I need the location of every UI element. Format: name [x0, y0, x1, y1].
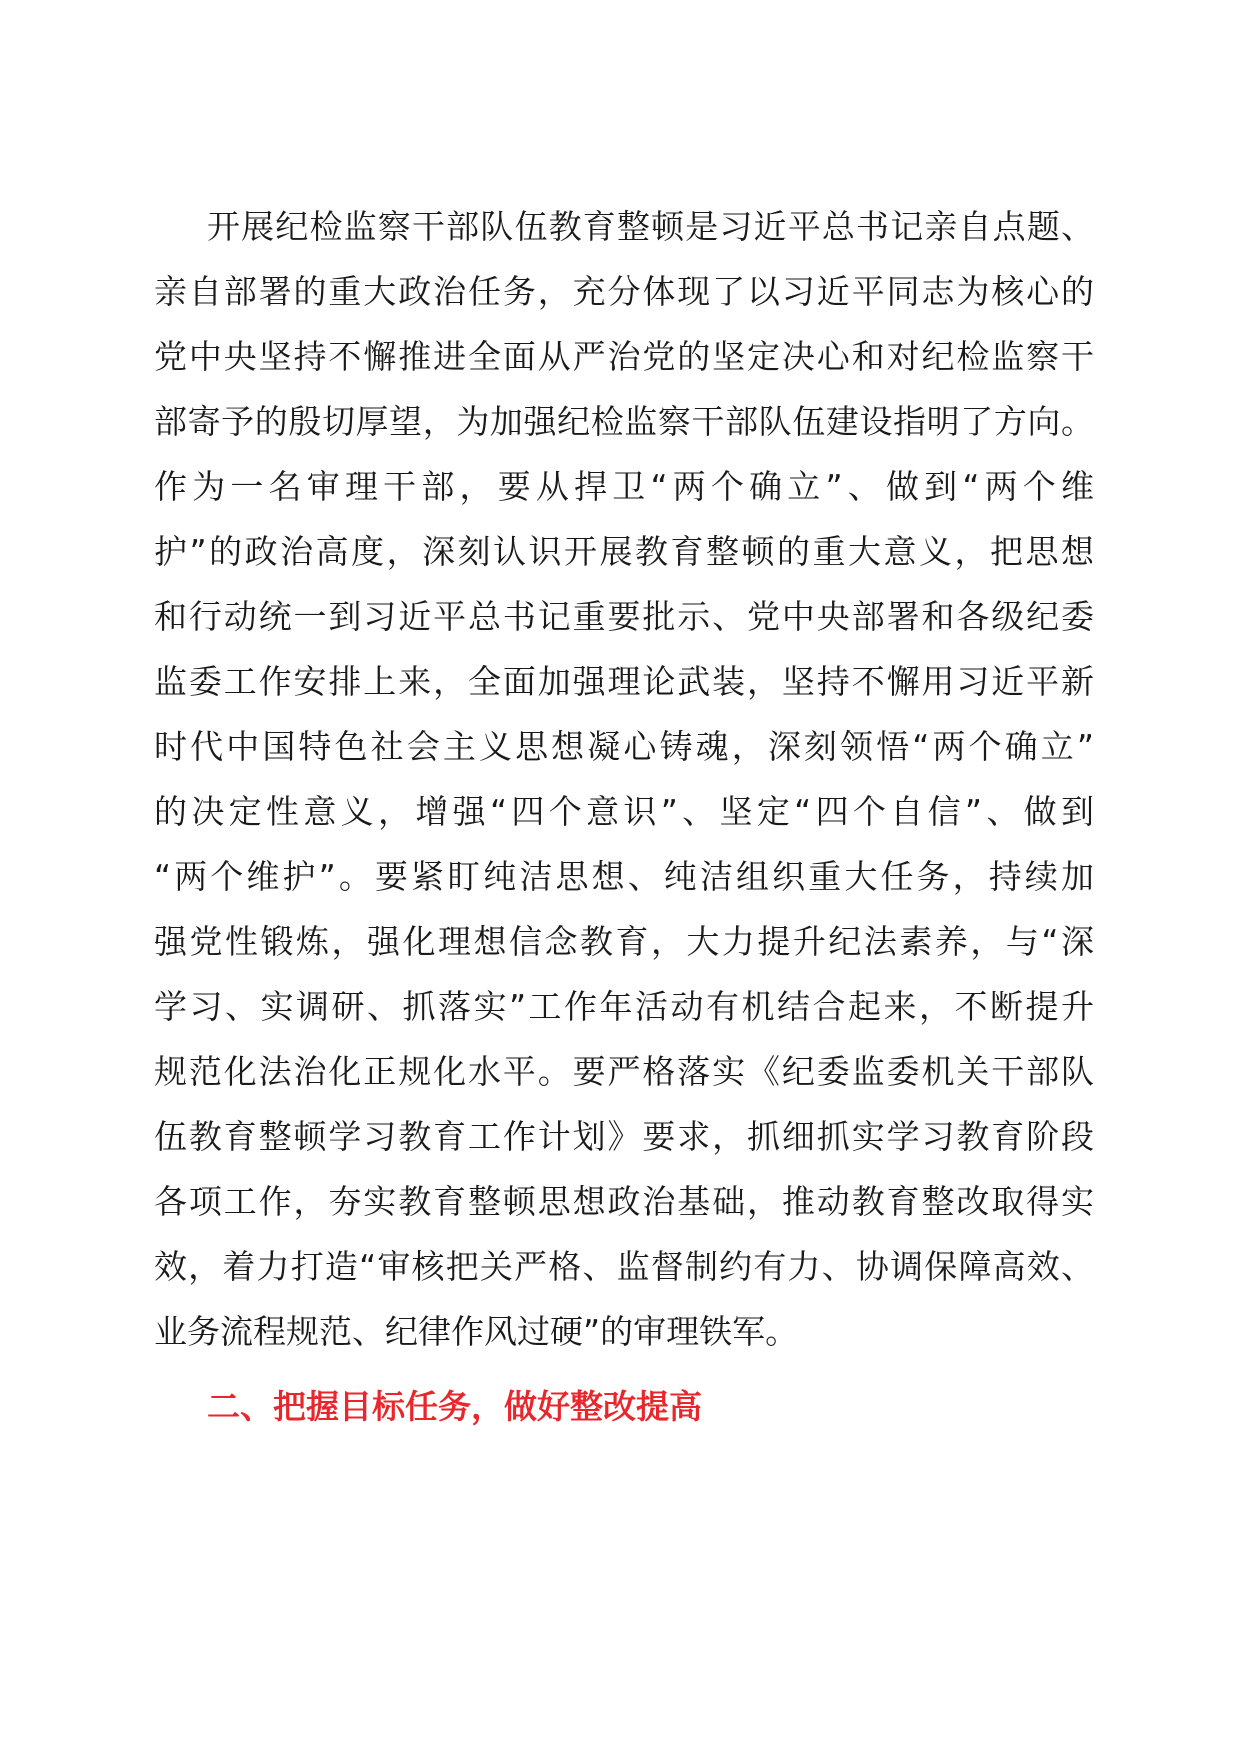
paragraph-line: 部寄予的殷切厚望，为加强纪检监察干部队伍建设指明了方向。 [154, 402, 1094, 441]
paragraph-line: 伍教育整顿学习教育工作计划》要求，抓细抓实学习教育阶段 [154, 1117, 1094, 1156]
paragraph-line: 和行动统一到习近平总书记重要批示、党中央部署和各级纪委 [154, 597, 1094, 636]
paragraph-line: 效，着力打造“审核把关严格、监督制约有力、协调保障高效、 [154, 1247, 1094, 1286]
section-heading: 二、把握目标任务，做好整改提高 [207, 1387, 702, 1426]
paragraph-line: 各项工作，夯实教育整顿思想政治基础，推动教育整改取得实 [154, 1182, 1094, 1221]
document-body [154, 194, 1094, 1439]
paragraph-line: “两个维护”。要紧盯纯洁思想、纯洁组织重大任务，持续加 [154, 857, 1094, 896]
paragraph-line: 强党性锻炼，强化理想信念教育，大力提升纪法素养，与“深 [154, 922, 1094, 961]
body-paragraph [154, 194, 1094, 1364]
paragraph-line: 时代中国特色社会主义思想凝心铸魂，深刻领悟“两个确立” [154, 727, 1094, 766]
paragraph-line: 亲自部署的重大政治任务，充分体现了以习近平同志为核心的 [154, 272, 1094, 311]
paragraph-line: 作为一名审理干部，要从捍卫“两个确立”、做到“两个维 [154, 467, 1094, 506]
paragraph-line: 党中央坚持不懈推进全面从严治党的坚定决心和对纪检监察干 [154, 337, 1094, 376]
paragraph-line: 的决定性意义，增强“四个意识”、坚定“四个自信”、做到 [154, 792, 1094, 831]
paragraph-line: 业务流程规范、纪律作风过硬”的审理铁军。 [154, 1312, 799, 1351]
paragraph-line: 监委工作安排上来，全面加强理论武装，坚持不懈用习近平新 [154, 662, 1094, 701]
paragraph-line: 规范化法治化正规化水平。要严格落实《纪委监委机关干部队 [154, 1052, 1094, 1091]
paragraph-line: 护”的政治高度，深刻认识开展教育整顿的重大意义，把思想 [154, 532, 1094, 571]
paragraph-line: 学习、实调研、抓落实”工作年活动有机结合起来，不断提升 [154, 987, 1094, 1026]
paragraph-line: 开展纪检监察干部队伍教育整顿是习近平总书记亲自点题、 [207, 207, 1094, 246]
